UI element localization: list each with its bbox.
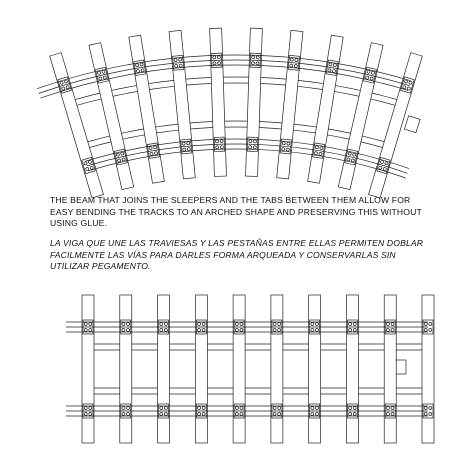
beam-line — [121, 129, 144, 133]
curved-track — [37, 28, 422, 198]
sleeper — [346, 295, 358, 443]
bolt — [198, 329, 201, 332]
beam-line — [190, 127, 213, 128]
bolt — [311, 329, 314, 332]
bolt — [282, 142, 285, 145]
bolt — [187, 148, 190, 151]
bolt — [256, 62, 259, 65]
sleeper — [169, 30, 195, 178]
bolt — [136, 69, 139, 72]
sleeper-body — [384, 295, 396, 443]
bolt — [315, 329, 318, 332]
beam-line — [335, 86, 360, 91]
bolt — [135, 63, 138, 66]
bolt — [249, 146, 252, 149]
beam-line — [113, 91, 138, 96]
caption-english: THE BEAM THAT JOINS THE SLEEPERS AND THE TABS BETWEEN THEM ALLOW FOR EASY BENDING THE TRACKS TO AN ARCHED SHAPE AND PRESERVING THIS WITHOUT USING GLUE. — [50, 195, 430, 230]
bolt — [140, 63, 143, 66]
beam-line — [298, 80, 323, 83]
bolt — [202, 323, 205, 326]
bolt — [235, 323, 238, 326]
beam-line — [122, 135, 145, 139]
beam-line — [371, 99, 395, 105]
bolt — [127, 413, 130, 416]
bolt — [89, 413, 92, 416]
bolt — [333, 63, 336, 66]
bolt — [60, 81, 64, 85]
bolt — [278, 413, 281, 416]
bolt — [164, 323, 167, 326]
connector-beams — [94, 344, 422, 394]
bolt — [97, 71, 101, 75]
bolt — [349, 407, 352, 410]
bolt — [175, 64, 178, 67]
beam-line — [327, 135, 350, 139]
straight-track — [66, 295, 434, 443]
bolt — [386, 323, 389, 326]
bolt — [378, 166, 382, 170]
beam-line — [372, 93, 396, 99]
bolt — [386, 407, 389, 410]
bolt — [149, 146, 152, 149]
beam-line — [362, 136, 385, 142]
bolt — [282, 148, 285, 151]
bolt — [85, 167, 89, 171]
sleeper — [246, 28, 263, 176]
bolt — [273, 413, 276, 416]
bolt — [314, 152, 317, 155]
bolt — [61, 87, 65, 91]
sleeper-body — [195, 295, 207, 443]
bolt — [127, 323, 130, 326]
bolt — [353, 329, 356, 332]
beam-line — [87, 136, 110, 142]
bolt — [122, 407, 125, 410]
bolt — [84, 407, 87, 410]
beam-line — [259, 127, 282, 128]
beam-line — [112, 86, 137, 91]
bolt — [164, 329, 167, 332]
bolt — [182, 142, 185, 145]
beam-line — [298, 86, 323, 89]
sleeper — [384, 295, 396, 443]
sleeper — [277, 30, 303, 178]
bolt — [391, 329, 394, 332]
bolt — [202, 329, 205, 332]
bolt — [235, 329, 238, 332]
sleeper — [309, 295, 321, 443]
bolt — [216, 146, 219, 149]
bolt — [353, 323, 356, 326]
bolt — [84, 329, 87, 332]
bolt — [240, 323, 243, 326]
beam-line — [186, 84, 211, 86]
sleeper-body — [82, 295, 94, 443]
sleeper — [158, 295, 170, 443]
sleeper-body — [210, 28, 227, 176]
bolt — [286, 148, 289, 151]
bolt — [385, 161, 389, 165]
bolt — [84, 413, 87, 416]
sleeper — [271, 295, 283, 443]
bolt — [391, 407, 394, 410]
bolt — [295, 58, 298, 61]
bolt — [120, 152, 124, 156]
bolt — [122, 329, 125, 332]
bolt — [122, 323, 125, 326]
bolt — [218, 62, 221, 65]
bolt — [273, 407, 276, 410]
sleeper-body — [129, 35, 165, 183]
bolt — [164, 413, 167, 416]
bolt — [89, 329, 92, 332]
bolt — [424, 323, 427, 326]
beam-line — [293, 130, 316, 133]
bolt — [365, 76, 369, 80]
bolt — [122, 413, 125, 416]
bolt — [347, 158, 351, 162]
bolt — [235, 407, 238, 410]
bolt — [429, 329, 432, 332]
bolt — [160, 413, 163, 416]
bolt — [391, 323, 394, 326]
bolt — [99, 77, 103, 81]
bolt — [349, 323, 352, 326]
bolt — [311, 407, 314, 410]
beam-line — [150, 86, 175, 89]
bolt — [154, 152, 157, 155]
bolt — [256, 56, 259, 59]
bolt — [240, 329, 243, 332]
bolt — [160, 407, 163, 410]
bolt — [102, 70, 106, 74]
bolt — [332, 69, 335, 72]
sleeper — [195, 295, 207, 443]
bolt — [179, 58, 182, 61]
sleeper-body — [308, 35, 344, 183]
bolt — [249, 140, 252, 143]
beam-line — [190, 121, 213, 123]
bolt — [429, 407, 432, 410]
bolt — [89, 407, 92, 410]
bolt — [319, 152, 322, 155]
bolt — [290, 58, 293, 61]
bolt — [349, 413, 352, 416]
beam-line — [89, 142, 111, 148]
beam-line — [328, 129, 351, 133]
beam-line — [261, 78, 286, 80]
bolt — [66, 85, 70, 89]
bolt — [253, 140, 256, 143]
beam-line — [149, 80, 174, 83]
bolt — [278, 329, 281, 332]
bolt — [213, 56, 216, 59]
bolt — [213, 62, 216, 65]
bolt — [150, 152, 153, 155]
bolt — [402, 85, 406, 89]
bolt — [84, 161, 88, 165]
sleeper-body — [233, 295, 245, 443]
bolt — [328, 69, 331, 72]
sleeper-body — [422, 295, 434, 443]
bolt — [127, 407, 130, 410]
bolt — [348, 152, 352, 156]
bolt — [198, 323, 201, 326]
bolt — [153, 146, 156, 149]
bolt — [371, 71, 375, 75]
sleeper — [82, 295, 94, 443]
beam-line — [156, 130, 179, 133]
bolt — [329, 63, 332, 66]
bolt — [84, 323, 87, 326]
sleeper-body — [271, 295, 283, 443]
bolt — [311, 413, 314, 416]
sleeper-body — [346, 295, 358, 443]
bolt — [273, 329, 276, 332]
bolt — [386, 329, 389, 332]
bolt — [290, 64, 293, 67]
bolt — [164, 407, 167, 410]
bolt — [424, 407, 427, 410]
bolt — [315, 146, 318, 149]
bolt — [235, 413, 238, 416]
bolt — [311, 323, 314, 326]
sleeper-body — [309, 295, 321, 443]
bolt — [424, 329, 427, 332]
bolt — [174, 58, 177, 61]
sleeper — [210, 28, 227, 176]
bolt — [220, 140, 223, 143]
joiner-tab — [404, 116, 420, 133]
bolt — [315, 323, 318, 326]
bolt — [116, 153, 120, 157]
bolt — [160, 329, 163, 332]
bolt — [380, 160, 384, 164]
connector-beams — [75, 77, 396, 148]
bolt — [383, 167, 387, 171]
bolt — [183, 148, 186, 151]
bolt — [315, 407, 318, 410]
bolt — [220, 146, 223, 149]
bolt — [252, 56, 255, 59]
bolt — [117, 159, 121, 163]
bolt — [278, 407, 281, 410]
bolt — [253, 146, 256, 149]
sleeper-body — [277, 30, 303, 178]
sleeper — [129, 35, 165, 183]
bolt — [353, 413, 356, 416]
bolt — [320, 146, 323, 149]
beam-line — [361, 142, 383, 148]
sleeper-body — [120, 295, 132, 443]
bolt — [202, 413, 205, 416]
bolt — [315, 413, 318, 416]
bolt — [287, 142, 290, 145]
bolt — [404, 80, 408, 84]
sleeper — [120, 295, 132, 443]
beam-line — [186, 78, 211, 80]
bolt — [217, 56, 220, 59]
sleeper — [308, 35, 344, 183]
bolt — [187, 142, 190, 145]
bolt — [198, 407, 201, 410]
bolt — [349, 329, 352, 332]
bolt — [278, 323, 281, 326]
bolt — [198, 413, 201, 416]
bolt — [160, 323, 163, 326]
bolt — [64, 80, 68, 84]
beam-line — [294, 124, 317, 127]
bolt — [367, 70, 371, 74]
bolt — [273, 323, 276, 326]
beam-line — [261, 84, 286, 86]
joiner-tab-body — [404, 116, 420, 133]
bolt — [179, 64, 182, 67]
bolt — [240, 407, 243, 410]
bolt — [88, 160, 92, 164]
bolt — [429, 323, 432, 326]
beam-line — [75, 93, 99, 99]
bolt — [429, 413, 432, 416]
bolt — [89, 323, 92, 326]
beam-line — [77, 99, 101, 105]
bolt — [122, 158, 126, 162]
sleeper — [422, 295, 434, 443]
bolt — [409, 81, 413, 85]
bolt — [424, 413, 427, 416]
bolt — [215, 140, 218, 143]
beam-line — [155, 124, 178, 127]
bolt — [386, 413, 389, 416]
bolt — [407, 87, 411, 91]
bolt — [391, 413, 394, 416]
beam-line — [334, 91, 359, 96]
bolt — [294, 64, 297, 67]
bolt — [202, 407, 205, 410]
bolt — [90, 166, 94, 170]
bolt — [352, 153, 356, 157]
bolt — [351, 159, 355, 163]
bolt — [103, 76, 107, 80]
sleeper-body — [169, 30, 195, 178]
bolt — [141, 69, 144, 72]
bolt — [370, 77, 374, 81]
bolt — [127, 329, 130, 332]
bolt — [251, 62, 254, 65]
bolt — [240, 413, 243, 416]
bolt — [353, 407, 356, 410]
sleeper-body — [246, 28, 263, 176]
beam-line — [259, 121, 282, 123]
sleeper-body — [158, 295, 170, 443]
sleeper — [233, 295, 245, 443]
caption-spanish: LA VIGA QUE UNE LAS TRAVIESAS Y LAS PESTAÑAS ENTRE ELLAS PERMITEN DOBLAR FACILMENTE LAS VÍAS PARA DARLES FORMA ARQUEADA Y CONSERVARLAS SIN UTILIZAR PEGAMENTO. — [50, 238, 430, 273]
